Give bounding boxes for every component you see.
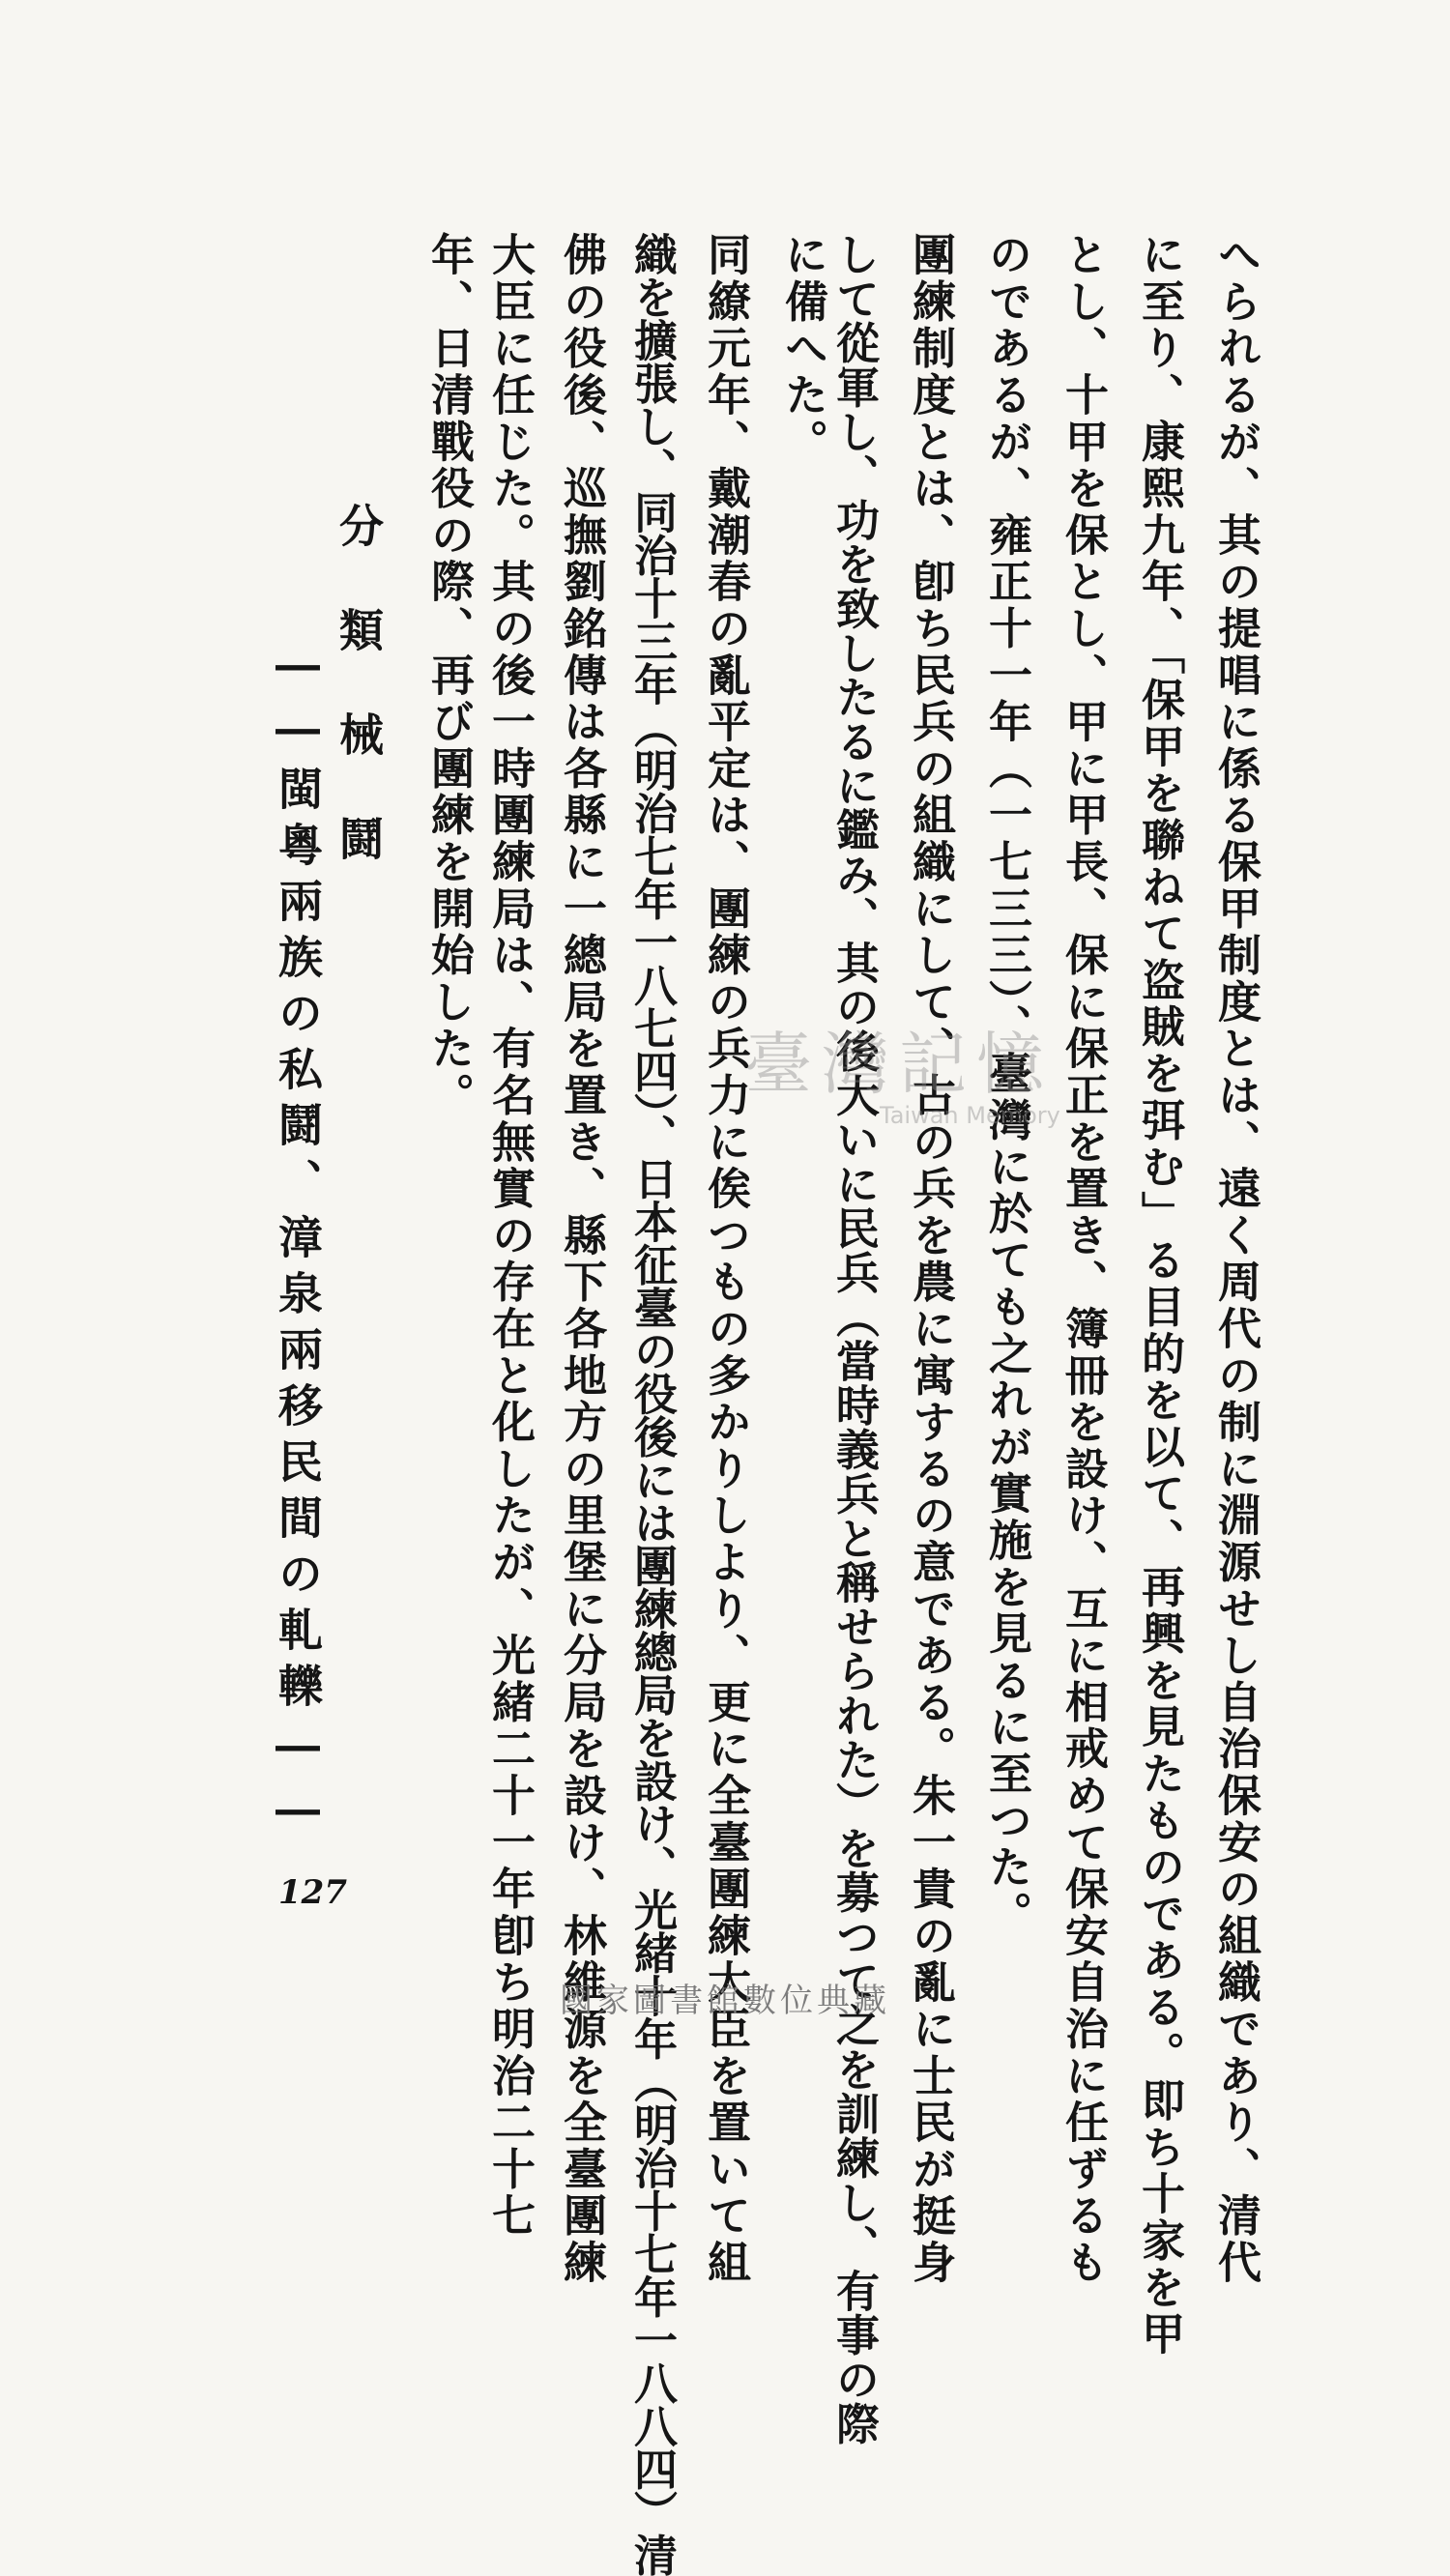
text-column-7: に備へた。 <box>777 232 828 466</box>
watermark-cjk: 臺灣記憶 <box>744 1025 1054 1104</box>
library-footer: 國家圖書館數位典藏 <box>560 1982 890 2020</box>
text-column-1: へられるが、其の提唱に係る保甲制度とは、遠く周代の制に淵源せし自治保安の組織であり、清代 <box>1210 232 1262 2287</box>
text-column-5: 團練制度とは、卽ち民兵の組織にして、古の兵を農に寓するの意である。朱一貴の亂に士民が挺身 <box>905 232 956 2287</box>
text-column-8: 同繚元年、戴潮春の亂平定は、團練の兵力に俟つもの多かりしより、更に全臺團練大臣を置いて組 <box>700 232 751 2287</box>
text-column-10: 佛の役後、巡撫劉銘傳は各縣に一總局を置き、縣下各地方の里堡に分局を設け、林維源を全臺團練 <box>556 232 607 2287</box>
text-column-9: 織を擴張し、同治十三年（明治七年一八七四）、日本征臺の役後には團練總局を設け、光緒十年（明治十七年一八八四）清 <box>626 232 678 2576</box>
text-column-3: とし、十甲を保とし、甲に甲長、保に保正を置き、簿冊を設け、互に相戒めて保安自治に任ずるも <box>1058 232 1109 2287</box>
text-column-4: のであるが、雍正十一年（一七三三）、臺灣に於ても之れが實施を見るに至つた。 <box>981 232 1032 1938</box>
text-column-11: 大臣に任じた。其の後一時團練局は、有名無實の存在と化したが、光緒二十一年卽ち明治二十七 <box>484 232 536 2240</box>
text-column-12: 年、日清戰役の際、再び團練を開始した。 <box>423 232 475 1119</box>
page-number: 127 <box>278 1873 347 1912</box>
text-column-6: して從軍し、功を致したるに鑑み、其の後大いに民兵（當時義兵と稱せられた）を募つて之を訓練し、有事の際 <box>828 232 880 2446</box>
section-heading: 分類械鬪 <box>333 503 385 920</box>
text-column-2: に至り、康熙九年、「保甲を聯ねて盗賊を弭む」る目的を以て、再興を見たものである。即ち十家を甲 <box>1134 232 1185 2359</box>
watermark-en: Taiwan Memory <box>880 1102 1060 1129</box>
section-subheading: ――閩粵兩族の私鬪、漳泉兩移民間の軋轢―― <box>272 638 324 1846</box>
